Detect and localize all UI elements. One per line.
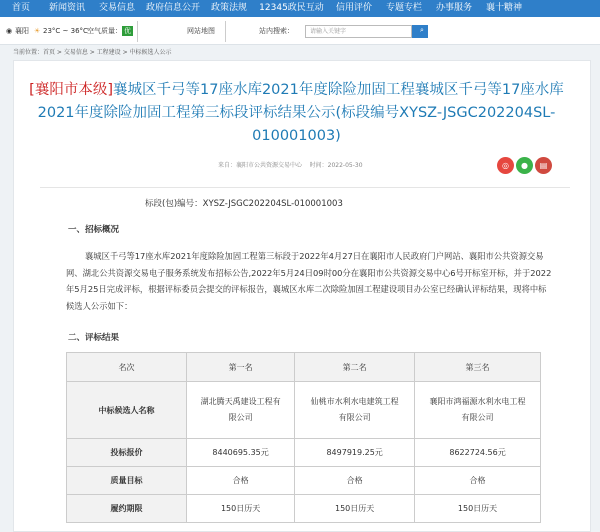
main-nav bbox=[0, 0, 600, 17]
row-label: 质量目标 bbox=[67, 467, 187, 495]
table-header-row bbox=[67, 353, 541, 382]
title-divider bbox=[40, 187, 570, 188]
table-cell: 8440695.35元 bbox=[187, 439, 295, 467]
info-bar bbox=[0, 17, 600, 45]
nav-item-policy[interactable]: 政策法规 bbox=[210, 3, 247, 13]
table-header: 第三名 bbox=[415, 353, 541, 382]
search-label: 站内搜索： bbox=[259, 27, 294, 35]
overview-paragraph: 襄城区千弓等17座水库2021年度除险加固工程第三标段于2022年4月27日在襄阳市人民政府门户网站、襄阳市公共资源交易网、湖北公共资源交易电子服务系统发布招标公告,2022年5月24日09时00分在襄阳市公共资源交易中心6号开标室开标，并于2022年5月25日完成评标，根据评标委员会提交的评标报告，襄城区水库二次除险加固工程建设项目办公室已经确认评标结果，现将中标候选人公示如下： bbox=[66, 251, 552, 311]
nav-item-news[interactable]: 新闻资讯 bbox=[48, 3, 85, 13]
page-title bbox=[29, 79, 564, 148]
nav-item-credit[interactable]: 信用评价 bbox=[335, 3, 372, 13]
nav-item-gov-info[interactable]: 政府信息公开 bbox=[145, 3, 200, 13]
table-cell: 8497919.25元 bbox=[295, 439, 415, 467]
table-cell: 湖北腾天禹建设工程有限公司 bbox=[187, 382, 295, 439]
divider bbox=[137, 21, 138, 42]
table-row bbox=[67, 382, 541, 439]
row-label: 投标报价 bbox=[67, 439, 187, 467]
section-heading-result: 二、评标结果 bbox=[68, 333, 120, 343]
nav-item-services[interactable]: 办事服务 bbox=[435, 3, 472, 13]
article-meta bbox=[218, 161, 363, 171]
nav-item-extra[interactable]: 襄十糖神 bbox=[485, 3, 522, 13]
weather-icon: ☀ bbox=[34, 27, 41, 35]
title-text: 襄城区千弓等17座水库2021年度除险加固工程襄城区千弓等17座水库2021年度除险加固工程第三标段评标结果公示(标段编号XYSZ-JSGC202204SL-010001003) bbox=[37, 82, 564, 144]
table-row bbox=[67, 495, 541, 523]
table-cell: 合格 bbox=[187, 467, 295, 495]
table-cell: 仙桃市水利水电建筑工程有限公司 bbox=[295, 382, 415, 439]
table-cell: 合格 bbox=[415, 467, 541, 495]
air-quality-badge: 优 bbox=[124, 27, 131, 35]
breadcrumb: 当前位置：首页 > 交易信息 > 工程建设 > 中标候选人公示 bbox=[13, 49, 172, 56]
nav-item-12345[interactable]: 12345政民互动 bbox=[259, 3, 324, 13]
table-cell: 150日历天 bbox=[295, 495, 415, 523]
search-icon: ⌕ bbox=[420, 26, 424, 34]
search-input[interactable]: 请输入关键字 bbox=[305, 25, 412, 38]
table-cell: 襄阳市鸿福源水利水电工程有限公司 bbox=[415, 382, 541, 439]
weather-text: 23°C ~ 36°C bbox=[43, 27, 88, 35]
row-label: 履约期限 bbox=[67, 495, 187, 523]
table-header: 第二名 bbox=[295, 353, 415, 382]
nav-item-home[interactable]: 首页 bbox=[11, 3, 30, 13]
table-cell: 合格 bbox=[295, 467, 415, 495]
section-heading-overview: 一、招标概况 bbox=[68, 225, 120, 235]
wechat-share-icon[interactable]: ● bbox=[516, 157, 533, 174]
table-cell: 8622724.56元 bbox=[415, 439, 541, 467]
nav-item-topics[interactable]: 专题专栏 bbox=[385, 3, 422, 13]
source-text: 来自：襄阳市公共资源交易中心 bbox=[218, 162, 303, 169]
location-icon: ◉ bbox=[6, 27, 13, 35]
table-row bbox=[67, 439, 541, 467]
weibo-share-icon[interactable]: ◎ bbox=[497, 157, 514, 174]
divider bbox=[225, 21, 226, 42]
time-text: 时间：2022-05-30 bbox=[309, 162, 363, 169]
city-label: 襄阳 bbox=[15, 27, 29, 35]
section-code: 标段(包)编号：XYSZ-JSGC202204SL-010001003 bbox=[145, 199, 343, 209]
table-row bbox=[67, 467, 541, 495]
table-cell: 150日历天 bbox=[415, 495, 541, 523]
result-table bbox=[66, 352, 541, 523]
region-tag: [襄阳市本级] bbox=[29, 82, 113, 98]
air-quality-label: 空气质量： bbox=[87, 27, 122, 35]
search-button[interactable] bbox=[412, 25, 428, 38]
table-cell: 150日历天 bbox=[187, 495, 295, 523]
nav-item-trade[interactable]: 交易信息 bbox=[98, 3, 135, 13]
sitemap-link[interactable]: 网站地图 bbox=[187, 27, 215, 35]
table-header: 第一名 bbox=[187, 353, 295, 382]
print-icon[interactable]: ▤ bbox=[535, 157, 552, 174]
table-header: 名次 bbox=[67, 353, 187, 382]
row-label: 中标候选人名称 bbox=[67, 382, 187, 439]
